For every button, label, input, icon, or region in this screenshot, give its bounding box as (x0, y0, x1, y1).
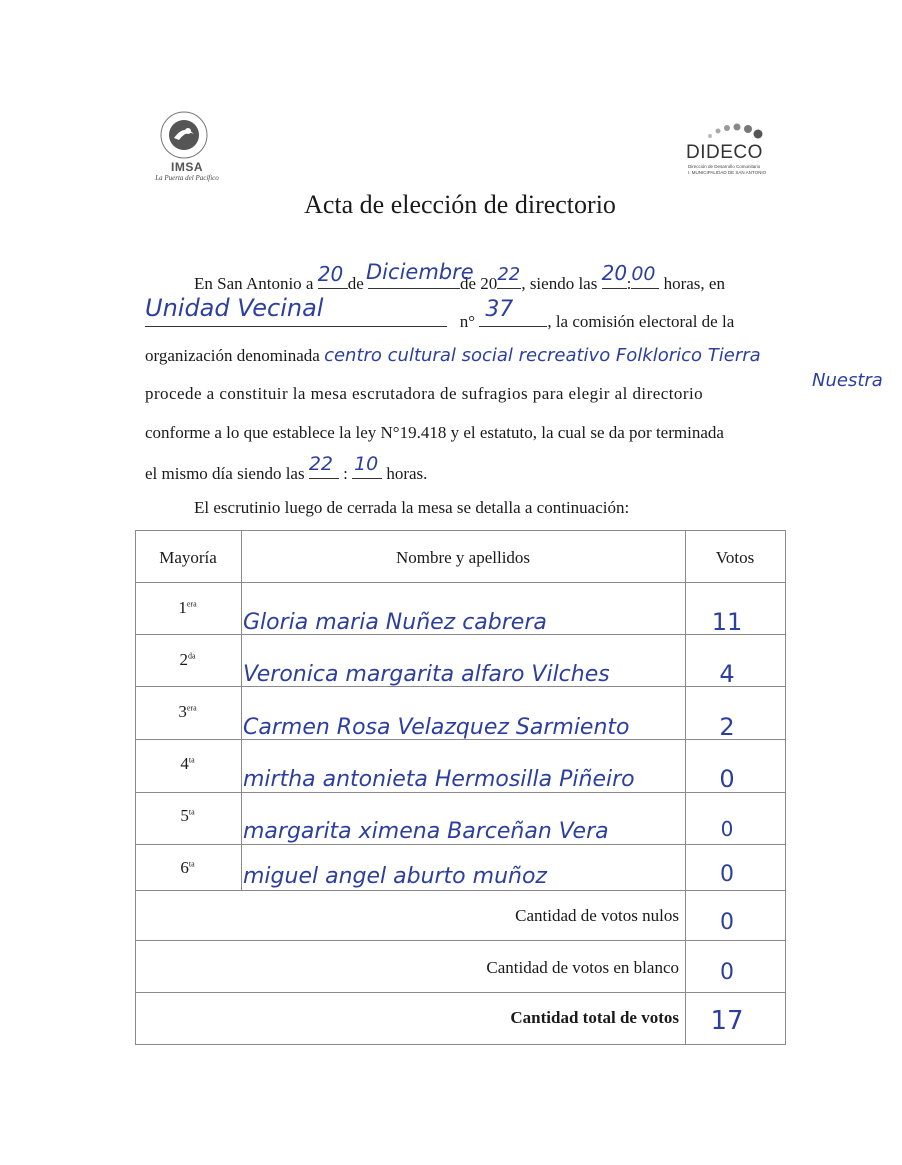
candidate-4-name: mirtha antonieta Hermosilla Piñeiro (243, 767, 635, 792)
candidate-5-name: margarita ximena Barceñan Vera (243, 819, 609, 844)
null-votes-value: 0 (720, 910, 734, 935)
end-minute-field: 10 (352, 460, 382, 479)
header-votos: Votos (715, 548, 755, 567)
para-line-6: el mismo día siendo las 22 : 10 horas. (145, 453, 428, 483)
dideco-municipality: I. MUNICIPALIDAD DE SAN ANTONIO (688, 170, 767, 175)
rank-6: $6^{ta}$ (180, 858, 195, 877)
scrutiny-intro: El escrutinio luego de cerrada la mesa se detalla a continuación: (194, 498, 630, 517)
dideco-name: DIDECO (686, 142, 763, 163)
total-votes-label: Cantidad total de votos (510, 1008, 679, 1027)
para-line-2: Unidad Vecinal n° 37 , la comisión electoral de la (145, 294, 735, 331)
organization-name: centro cultural social recreativo Folklorico Tierra (324, 345, 761, 366)
para-line-1: En San Antonio a 20 de Diciembre de 20 22 , siendo las 20 : 00 horas, en (194, 260, 725, 293)
candidate-1-votes: 11 (711, 608, 743, 636)
rank-2: $2^{da}$ (179, 650, 196, 669)
place-field: Unidad Vecinal (145, 308, 447, 327)
month-field: Diciembre (368, 270, 460, 289)
candidate-3-votes: 2 (719, 713, 735, 741)
organization-name-cont: Nuestra (812, 370, 883, 391)
null-votes-label: Cantidad de votos nulos (515, 906, 679, 925)
hour-field: 20 (602, 270, 627, 289)
para-line-3: organización denominada centro cultural social recreativo Folklorico Tierra (145, 345, 761, 366)
header-mayoria: Mayoría (159, 548, 217, 567)
document-title: Acta de elección de directorio (304, 190, 616, 219)
year-field: 22 (497, 270, 521, 289)
dideco-dots-icon (704, 120, 764, 142)
rank-4: $4^{ta}$ (180, 754, 195, 773)
blank-votes-label: Cantidad de votos en blanco (486, 958, 679, 977)
para-line-5: conforme a lo que establece la ley N°19.418 y el estatuto, la cual se da por terminada (145, 423, 724, 442)
municipal-seal-icon (159, 110, 209, 160)
candidate-2-name: Veronica margarita alfaro Vilches (243, 662, 610, 687)
total-votes-value: 17 (710, 1006, 744, 1036)
candidate-5-votes: 0 (720, 817, 734, 841)
minute-field: 00 (631, 270, 659, 289)
header-nombre: Nombre y apellidos (395, 548, 531, 567)
candidate-3-name: Carmen Rosa Velazquez Sarmiento (243, 715, 630, 740)
candidate-4-votes: 0 (719, 765, 735, 793)
dideco-subtitle: Dirección de Desarrollo Comunitario (688, 164, 761, 169)
candidate-1-name: Gloria maria Nuñez cabrera (243, 610, 547, 635)
dideco-logo (686, 120, 786, 180)
imsa-logo (142, 110, 232, 190)
results-table (135, 530, 786, 1045)
blank-votes-value: 0 (720, 960, 734, 985)
end-hour-field: 22 (309, 460, 339, 479)
rank-1: $1^{era}$ (178, 598, 197, 617)
candidate-6-votes: 0 (720, 862, 734, 887)
rank-3: $3^{era}$ (178, 702, 197, 721)
day-field: 20 (318, 270, 348, 289)
para-line-4: procede a constituir la mesa escrutadora de sufragios para elegir al directorio (145, 384, 704, 403)
imsa-brand: IMSA (171, 160, 203, 174)
unit-number-field: 37 (479, 308, 547, 327)
imsa-tagline: La Puerta del Pacífico (155, 174, 219, 182)
candidate-6-name: miguel angel aburto muñoz (243, 864, 547, 889)
candidate-2-votes: 4 (719, 660, 735, 688)
rank-5: $5^{ta}$ (180, 806, 195, 825)
